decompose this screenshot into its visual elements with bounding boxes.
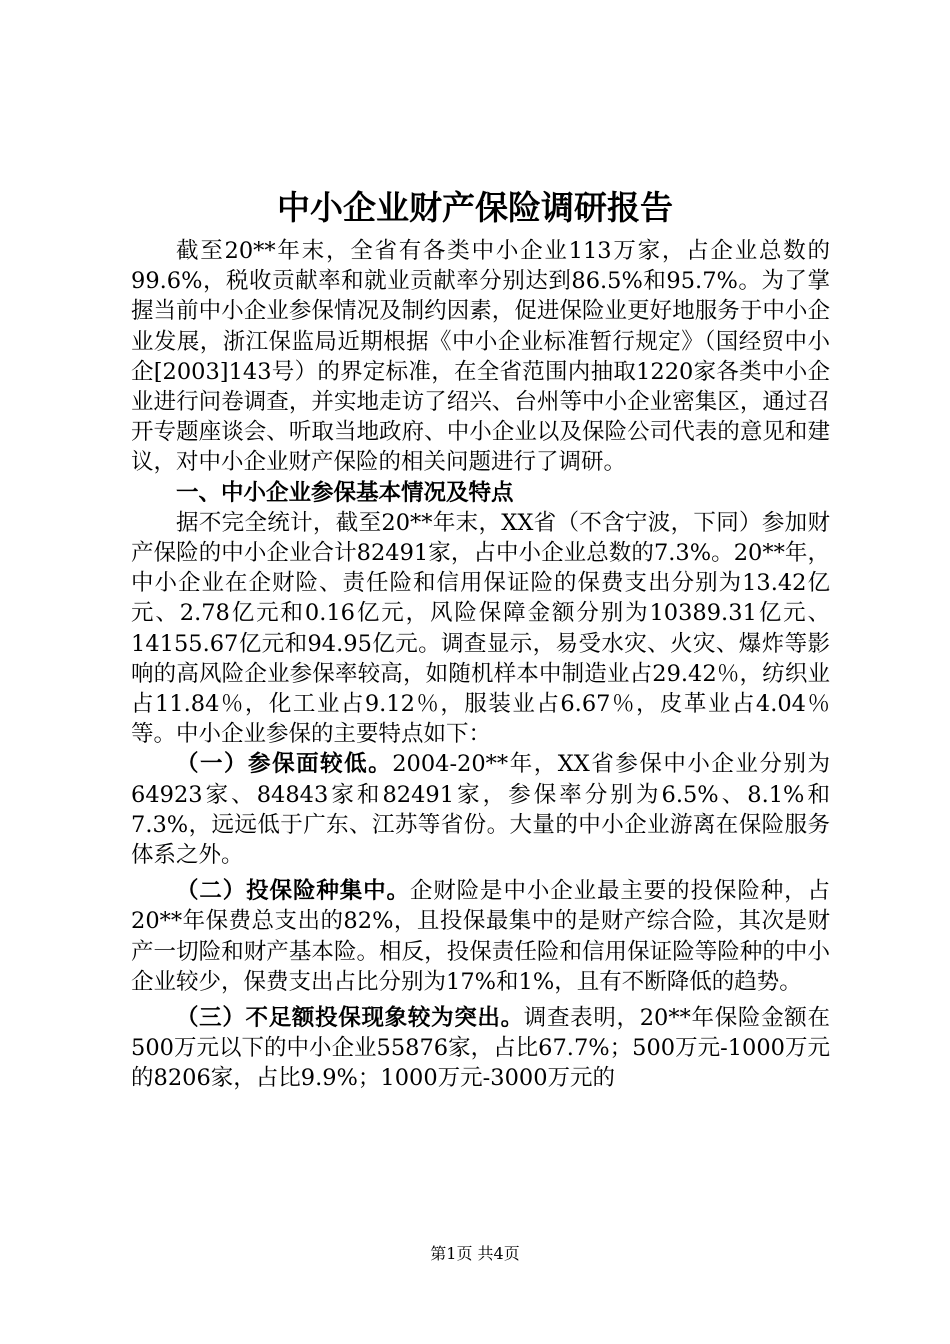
document-body: [131, 236, 830, 1094]
section-heading: 一、中小企业参保基本情况及特点: [176, 479, 514, 506]
point-paragraph: [131, 876, 830, 997]
point-text: 企财险是中小企业最主要的投保险种，占20**年保费总支出的82%，且投保最集中的是财产综合险，其次是财产一切险和财产基本险。相反，投保责任险和信用保证险等险种的中小企业较少，保费支出占比分别为17%和1%，且有不断降低的趋势。: [131, 878, 830, 995]
point-paragraph: [131, 1003, 830, 1094]
point-text: 2004-20**年，XX省参保中小企业分别为64923家、84843家和82491家，参保率分别为6.5%、8.1%和7.3%，远远低于广东、江苏等省份。大量的中小企业游离在保险服务体系之外。: [131, 751, 830, 869]
intro-paragraph: 截至20**年末，全省有各类中小企业113万家，占企业总数的99.6%，税收贡献率和就业贡献率分别达到86.5%和95.7%。为了掌握当前中小企业参保情况及制约因素，促进保险业更好地服务于中小企业发展，浙江保监局近期根据《中小企业标准暂行规定》（国经贸中小企[2003]143号）的界定标准，在全省范围内抽取1220家各类中小企业进行问卷调查，并实地走访了绍兴、台州等中小企业密集区，通过召开专题座谈会、听取当地政府、中小企业以及保险公司代表的意见和建议，对中小企业财产保险的相关问题进行了调研。: [131, 238, 830, 476]
page-footer: 第1页 共4页: [430, 1244, 520, 1263]
point-text: 调查表明，20**年保险金额在500万元以下的中小企业55876家，占比67.7%；500万元-1000万元的8206家，占比9.9%；1000万元-3000万元的: [131, 1005, 830, 1092]
point-paragraph: [131, 749, 830, 870]
point-lead: （二）投保险种集中。: [176, 878, 410, 905]
document-title: 中小企业财产保险调研报告: [277, 188, 673, 227]
point-lead: （三）不足额投保现象较为突出。: [176, 1005, 524, 1032]
point-lead: （一）参保面较低。: [176, 751, 393, 778]
section-paragraph: 据不完全统计，截至20**年末，XX省（不含宁波，下同）参加财产保险的中小企业合计82491家，占中小企业总数的7.3%。20**年，中小企业在企财险、责任险和信用保证险的保费支出分别为13.42亿元、2.78亿元和0.16亿元，风险保障金额分别为10389.31亿元、14155.67亿元和94.95亿元。调查显示，易受水灾、火灾、爆炸等影响的高风险企业参保率较高，如随机样本中制造业占29.42％，纺织业占11.84％，化工业占9.12％，服装业占6.67％，皮革业占4.04％等。中小企业参保的主要特点如下：: [131, 509, 830, 748]
